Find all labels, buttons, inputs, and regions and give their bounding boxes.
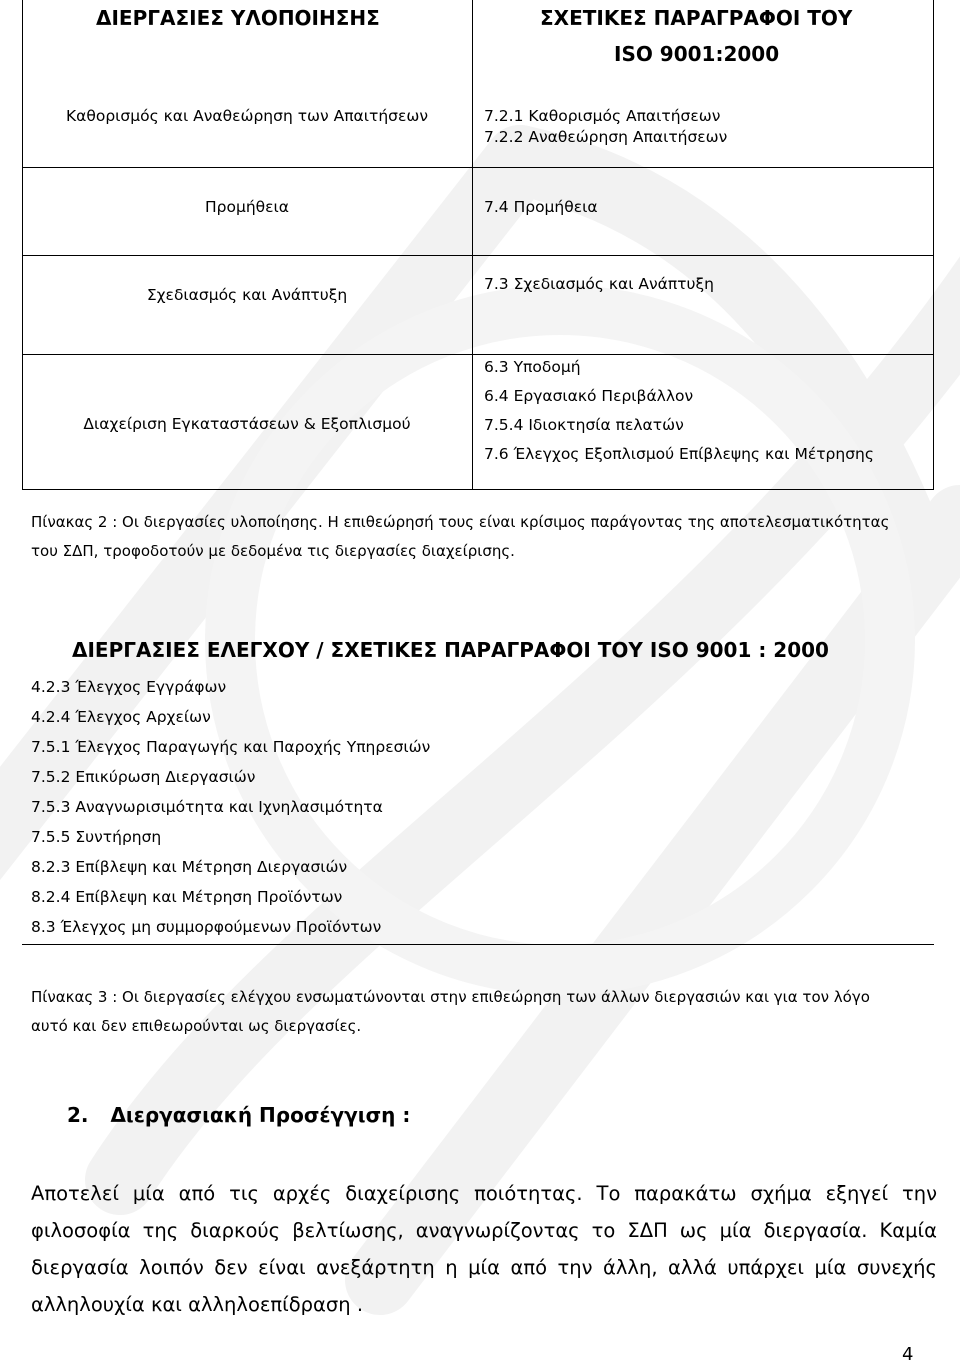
implementation-processes-table [22, 0, 934, 490]
table1-row2-right-1: 7.4 Προμήθεια [484, 198, 598, 216]
table1-row1-right-2: 7.2.2 Αναθεώρηση Απαιτήσεων [484, 128, 728, 146]
table1-row3-right-1: 7.3 Σχεδιασμός και Ανάπτυξη [484, 275, 714, 293]
table2-caption-line2: του ΣΔΠ, τροφοδοτούν με δεδομένα τις διεργασίες διαχείρισης. [31, 542, 515, 560]
table1-row2-left: Προμήθεια [205, 198, 289, 216]
control-item: 4.2.4 Έλεγχος Αρχείων [31, 708, 211, 726]
control-item: 7.5.2 Επικύρωση Διεργασιών [31, 768, 256, 786]
table3-caption-line1: Πίνακας 3 : Οι διεργασίες ελέγχου ενσωματώνονται στην επιθεώρηση των άλλων διεργασιών και για τον λόγο [31, 988, 870, 1006]
table2-caption-line1: Πίνακας 2 : Οι διεργασίες υλοποίησης. Η επιθεώρησή τους είναι κρίσιμος παράγοντας της αποτελεσματικότητας [31, 513, 890, 531]
control-item: 8.2.3 Επίβλεψη και Μέτρηση Διεργασιών [31, 858, 348, 876]
control-item: 8.2.4 Επίβλεψη και Μέτρηση Προϊόντων [31, 888, 343, 906]
table1-header-right-line2: ISO 9001:2000 [614, 42, 780, 66]
section-number: 2. [67, 1103, 89, 1127]
section-heading [67, 1103, 410, 1127]
table1-row4-right-1: 6.3 Υποδομή [484, 358, 581, 376]
control-processes-title: ΔΙΕΡΓΑΣΙΕΣ ΕΛΕΓΧΟΥ / ΣΧΕΤΙΚΕΣ ΠΑΡΑΓΡΑΦΟΙ ΤΟΥ ISO 9001 : 2000 [72, 638, 829, 662]
table1-row1-right-1: 7.2.1 Καθορισμός Απαιτήσεων [484, 107, 721, 125]
control-item: 7.5.3 Αναγνωρισιμότητα και Ιχνηλασιμότητα [31, 798, 383, 816]
table1-row4-right-3: 7.5.4 Ιδιοκτησία πελατών [484, 416, 684, 434]
control-item: 7.5.1 Έλεγχος Παραγωγής και Παροχής Υπηρεσιών [31, 738, 431, 756]
section-title: Διεργασιακή Προσέγγιση : [110, 1103, 411, 1127]
table1-row4-right-4: 7.6 Έλεγχος Εξοπλισμού Επίβλεψης και Μέτρησης [484, 445, 874, 463]
table1-row4-right-2: 6.4 Εργασιακό Περιβάλλον [484, 387, 694, 405]
control-item: 7.5.5 Συντήρηση [31, 828, 162, 846]
table1-row4-left: Διαχείριση Εγκαταστάσεων & Εξοπλισμού [83, 415, 411, 433]
control-item: 4.2.3 Έλεγχος Εγγράφων [31, 678, 227, 696]
table1-row1-left: Καθορισμός και Αναθεώρηση των Απαιτήσεων [66, 107, 428, 125]
box2-bottom-rule [22, 944, 934, 945]
table1-header-left: ΔΙΕΡΓΑΣΙΕΣ ΥΛΟΠΟΙΗΣΗΣ [96, 6, 380, 30]
control-processes-box [22, 632, 934, 944]
control-item: 8.3 Έλεγχος μη συμμορφούμενων Προϊόντων [31, 918, 382, 936]
body-paragraph: Αποτελεί μία από τις αρχές διαχείρισης ποιότητας. Το παρακάτω σχήμα εξηγεί την φιλοσοφία της διαρκούς βελτίωσης, αναγνωρίζοντας το ΣΔΠ ως μία διεργασία. Καμία διεργασία λοιπόν δεν είναι ανεξάρτητη η μία από την άλλη, αλλά υπάρχει μία συνεχής αλληλουχία και αλληλοεπίδραση . [31, 1182, 937, 1316]
page-number: 4 [902, 1344, 914, 1365]
table1-header-right-line1: ΣΧΕΤΙΚΕΣ ΠΑΡΑΓΡΑΦΟΙ ΤΟΥ [540, 6, 853, 30]
table1-row3-left: Σχεδιασμός και Ανάπτυξη [146, 286, 348, 304]
table3-caption-line2: αυτό και δεν επιθεωρούνται ως διεργασίες. [31, 1017, 362, 1035]
